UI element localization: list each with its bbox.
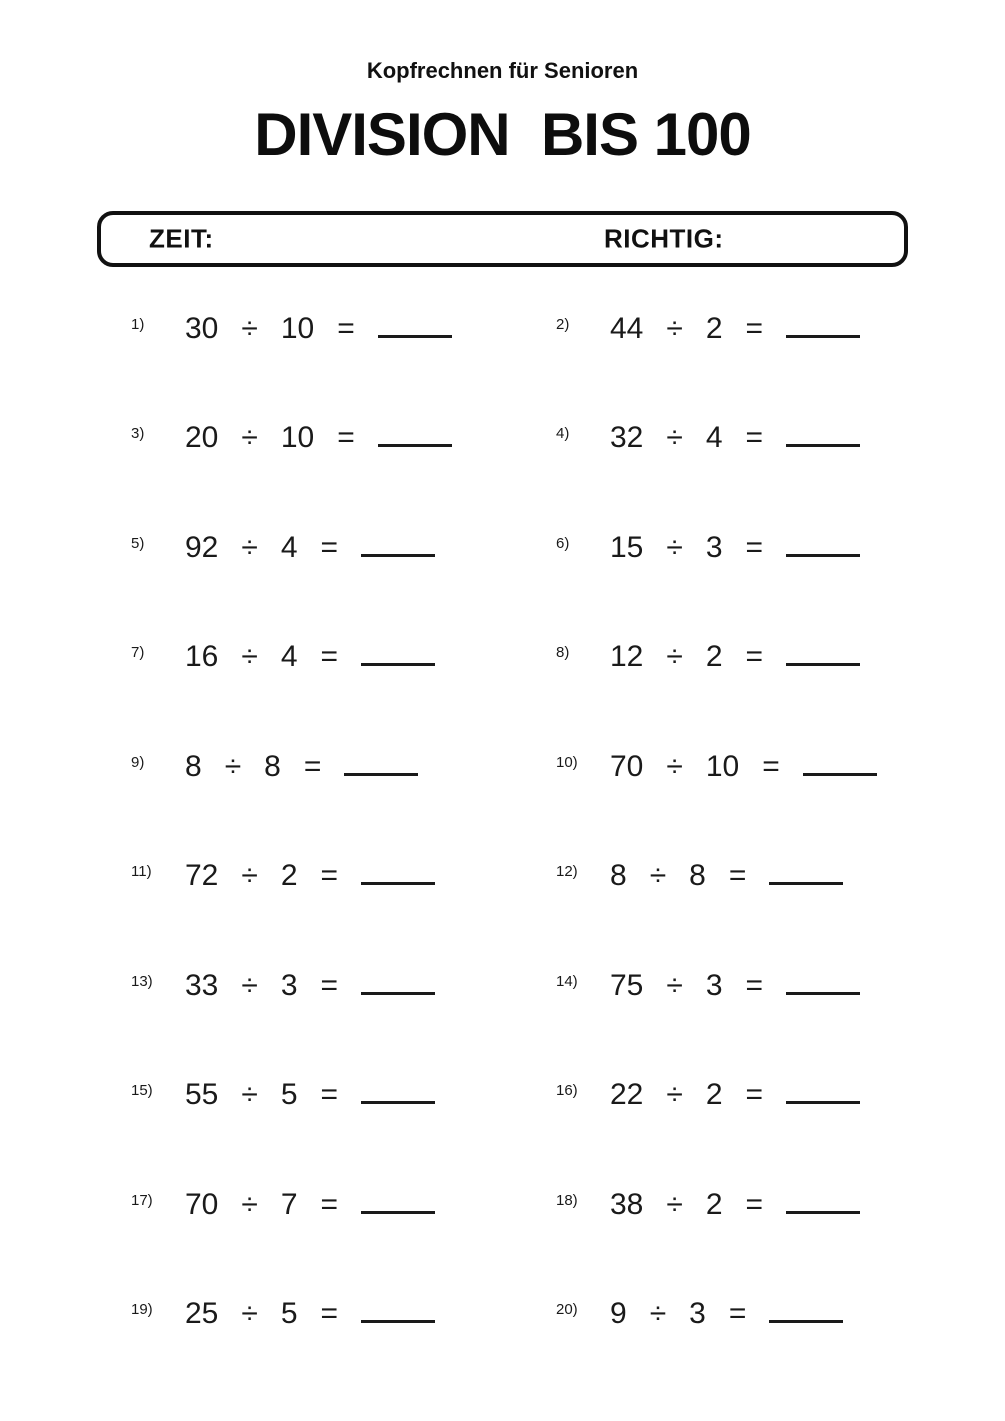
equals-sign: = bbox=[337, 311, 355, 345]
equation bbox=[610, 1188, 860, 1222]
problem-17 bbox=[131, 1188, 556, 1222]
equation bbox=[185, 640, 435, 674]
equals-sign: = bbox=[320, 968, 339, 1002]
divisor: 2 bbox=[705, 1078, 723, 1112]
problem-number: 4) bbox=[556, 425, 570, 443]
divide-sign: ÷ bbox=[241, 1297, 258, 1331]
problem-number: 20) bbox=[556, 1301, 578, 1319]
answer-blank[interactable] bbox=[361, 554, 435, 557]
answer-blank[interactable] bbox=[344, 773, 418, 776]
divisor: 7 bbox=[280, 1187, 298, 1221]
divide-sign: ÷ bbox=[666, 640, 683, 674]
dividend: 44 bbox=[610, 311, 644, 345]
answer-blank[interactable] bbox=[361, 1101, 435, 1104]
problem-number: 3) bbox=[131, 425, 145, 443]
problem-row bbox=[131, 493, 1005, 603]
problem-8 bbox=[556, 640, 1005, 674]
divide-sign: ÷ bbox=[666, 1078, 683, 1112]
equals-sign: = bbox=[745, 968, 764, 1002]
problem-3 bbox=[131, 421, 556, 455]
answer-blank[interactable] bbox=[786, 992, 860, 995]
equals-sign: = bbox=[728, 859, 747, 893]
divisor: 2 bbox=[280, 859, 298, 893]
dividend: 32 bbox=[610, 421, 644, 455]
divide-sign: ÷ bbox=[224, 749, 242, 783]
problem-number: 9) bbox=[131, 753, 145, 771]
equals-sign: = bbox=[337, 421, 355, 455]
dividend: 92 bbox=[185, 530, 219, 564]
equation bbox=[185, 1297, 435, 1331]
problem-15 bbox=[131, 1078, 556, 1112]
equals-sign: = bbox=[745, 421, 764, 455]
divisor: 8 bbox=[689, 859, 706, 893]
divisor: 3 bbox=[280, 968, 298, 1002]
equation bbox=[610, 750, 877, 784]
equals-sign: = bbox=[320, 1187, 339, 1221]
divisor: 2 bbox=[705, 640, 723, 674]
problem-number: 2) bbox=[556, 315, 570, 333]
dividend: 9 bbox=[610, 1297, 627, 1331]
divisor: 2 bbox=[705, 311, 723, 345]
equation bbox=[610, 859, 843, 893]
answer-blank[interactable] bbox=[786, 1101, 860, 1104]
divisor: 4 bbox=[280, 530, 298, 564]
problem-number: 11) bbox=[131, 863, 152, 881]
dividend: 8 bbox=[610, 859, 627, 893]
equation bbox=[610, 421, 860, 455]
answer-blank[interactable] bbox=[786, 335, 860, 338]
problem-20 bbox=[556, 1297, 1005, 1331]
equation bbox=[610, 1078, 860, 1112]
equals-sign: = bbox=[320, 640, 339, 674]
problem-5 bbox=[131, 531, 556, 565]
problem-6 bbox=[556, 531, 1005, 565]
divide-sign: ÷ bbox=[666, 311, 683, 345]
equals-sign: = bbox=[320, 859, 339, 893]
dividend: 55 bbox=[185, 1078, 219, 1112]
problem-1 bbox=[131, 312, 556, 346]
equals-sign: = bbox=[745, 1078, 764, 1112]
problem-row bbox=[131, 712, 1005, 822]
problem-row bbox=[131, 1150, 1005, 1260]
dividend: 33 bbox=[185, 968, 219, 1002]
divide-sign: ÷ bbox=[666, 530, 683, 564]
equals-sign: = bbox=[762, 749, 780, 783]
divisor: 5 bbox=[280, 1297, 298, 1331]
divisor: 10 bbox=[705, 749, 740, 783]
answer-blank[interactable] bbox=[769, 882, 843, 885]
problem-number: 15) bbox=[131, 1082, 153, 1100]
problem-number: 12) bbox=[556, 863, 578, 881]
problem-number: 19) bbox=[131, 1301, 153, 1319]
equation bbox=[185, 1078, 435, 1112]
worksheet-title: DIVISION BIS 100 bbox=[254, 101, 751, 168]
problem-13 bbox=[131, 969, 556, 1003]
answer-blank[interactable] bbox=[786, 663, 860, 666]
divide-sign: ÷ bbox=[666, 1187, 683, 1221]
problem-14 bbox=[556, 969, 1005, 1003]
equals-sign: = bbox=[745, 530, 764, 564]
equals-sign: = bbox=[320, 1297, 339, 1331]
divide-sign: ÷ bbox=[666, 968, 683, 1002]
divisor: 4 bbox=[705, 421, 723, 455]
equals-sign: = bbox=[745, 1187, 764, 1221]
divide-sign: ÷ bbox=[241, 1078, 258, 1112]
dividend: 8 bbox=[185, 749, 202, 783]
equation bbox=[610, 640, 860, 674]
equation bbox=[185, 312, 452, 346]
equals-sign: = bbox=[320, 530, 339, 564]
divide-sign: ÷ bbox=[241, 968, 258, 1002]
correct-label: RICHTIG: bbox=[604, 223, 724, 254]
dividend: 38 bbox=[610, 1187, 644, 1221]
divide-sign: ÷ bbox=[241, 1187, 258, 1221]
dividend: 12 bbox=[610, 640, 644, 674]
problem-7 bbox=[131, 640, 556, 674]
problem-number: 17) bbox=[131, 1191, 153, 1209]
divisor: 4 bbox=[280, 640, 298, 674]
equation bbox=[185, 969, 435, 1003]
problem-4 bbox=[556, 421, 1005, 455]
problem-row bbox=[131, 384, 1005, 494]
divide-sign: ÷ bbox=[649, 1297, 667, 1331]
divide-sign: ÷ bbox=[241, 421, 258, 455]
equation bbox=[185, 531, 435, 565]
divide-sign: ÷ bbox=[649, 859, 667, 893]
divisor: 3 bbox=[705, 968, 723, 1002]
answer-blank[interactable] bbox=[361, 1211, 435, 1214]
divide-sign: ÷ bbox=[666, 749, 683, 783]
answer-blank[interactable] bbox=[786, 554, 860, 557]
divisor: 2 bbox=[705, 1187, 723, 1221]
dividend: 22 bbox=[610, 1078, 644, 1112]
answer-blank[interactable] bbox=[361, 992, 435, 995]
problem-10 bbox=[556, 750, 1005, 784]
answer-blank[interactable] bbox=[378, 444, 452, 447]
problem-list bbox=[131, 274, 1005, 1369]
problem-row bbox=[131, 931, 1005, 1041]
problem-11 bbox=[131, 859, 556, 893]
answer-blank[interactable] bbox=[769, 1320, 843, 1323]
time-label: ZEIT: bbox=[149, 223, 214, 254]
problem-number: 5) bbox=[131, 534, 145, 552]
dividend: 70 bbox=[610, 749, 644, 783]
problem-number: 16) bbox=[556, 1082, 578, 1100]
answer-blank[interactable] bbox=[361, 882, 435, 885]
problem-row bbox=[131, 603, 1005, 713]
divide-sign: ÷ bbox=[241, 640, 258, 674]
equation bbox=[185, 421, 452, 455]
problem-9 bbox=[131, 750, 556, 784]
problem-18 bbox=[556, 1188, 1005, 1222]
equation bbox=[610, 312, 860, 346]
equals-sign: = bbox=[745, 640, 764, 674]
divisor: 5 bbox=[280, 1078, 298, 1112]
problem-number: 7) bbox=[131, 644, 145, 662]
divisor: 3 bbox=[689, 1297, 706, 1331]
dividend: 15 bbox=[610, 530, 644, 564]
equation bbox=[185, 750, 418, 784]
problem-number: 6) bbox=[556, 534, 570, 552]
problem-number: 14) bbox=[556, 972, 578, 990]
dividend: 16 bbox=[185, 640, 219, 674]
equation bbox=[610, 531, 860, 565]
divide-sign: ÷ bbox=[241, 859, 258, 893]
equals-sign: = bbox=[303, 749, 322, 783]
answer-blank[interactable] bbox=[361, 663, 435, 666]
divisor: 8 bbox=[264, 749, 281, 783]
problem-number: 1) bbox=[131, 315, 145, 333]
problem-2 bbox=[556, 312, 1005, 346]
dividend: 20 bbox=[185, 421, 219, 455]
problem-row bbox=[131, 274, 1005, 384]
divide-sign: ÷ bbox=[241, 311, 258, 345]
problem-19 bbox=[131, 1297, 556, 1331]
answer-blank[interactable] bbox=[786, 1211, 860, 1214]
answer-blank[interactable] bbox=[361, 1320, 435, 1323]
answer-blank[interactable] bbox=[803, 773, 877, 776]
divide-sign: ÷ bbox=[666, 421, 683, 455]
equals-sign: = bbox=[728, 1297, 747, 1331]
problem-12 bbox=[556, 859, 1005, 893]
dividend: 72 bbox=[185, 859, 219, 893]
equals-sign: = bbox=[745, 311, 764, 345]
equation bbox=[185, 859, 435, 893]
equation bbox=[185, 1188, 435, 1222]
problem-row bbox=[131, 1041, 1005, 1151]
equation bbox=[610, 1297, 843, 1331]
divisor: 3 bbox=[705, 530, 723, 564]
equals-sign: = bbox=[320, 1078, 339, 1112]
problem-number: 10) bbox=[556, 753, 578, 771]
worksheet-subtitle: Kopfrechnen für Senioren bbox=[366, 58, 639, 83]
problem-number: 18) bbox=[556, 1191, 578, 1209]
problem-number: 8) bbox=[556, 644, 570, 662]
dividend: 70 bbox=[185, 1187, 219, 1221]
score-box bbox=[97, 211, 908, 267]
problem-row bbox=[131, 822, 1005, 932]
dividend: 75 bbox=[610, 968, 644, 1002]
divide-sign: ÷ bbox=[241, 530, 258, 564]
dividend: 25 bbox=[185, 1297, 219, 1331]
problem-row bbox=[131, 1260, 1005, 1370]
problem-number: 13) bbox=[131, 972, 153, 990]
divisor: 10 bbox=[280, 311, 315, 345]
answer-blank[interactable] bbox=[786, 444, 860, 447]
answer-blank[interactable] bbox=[378, 335, 452, 338]
dividend: 30 bbox=[185, 311, 219, 345]
divisor: 10 bbox=[280, 421, 315, 455]
equation bbox=[610, 969, 860, 1003]
problem-16 bbox=[556, 1078, 1005, 1112]
